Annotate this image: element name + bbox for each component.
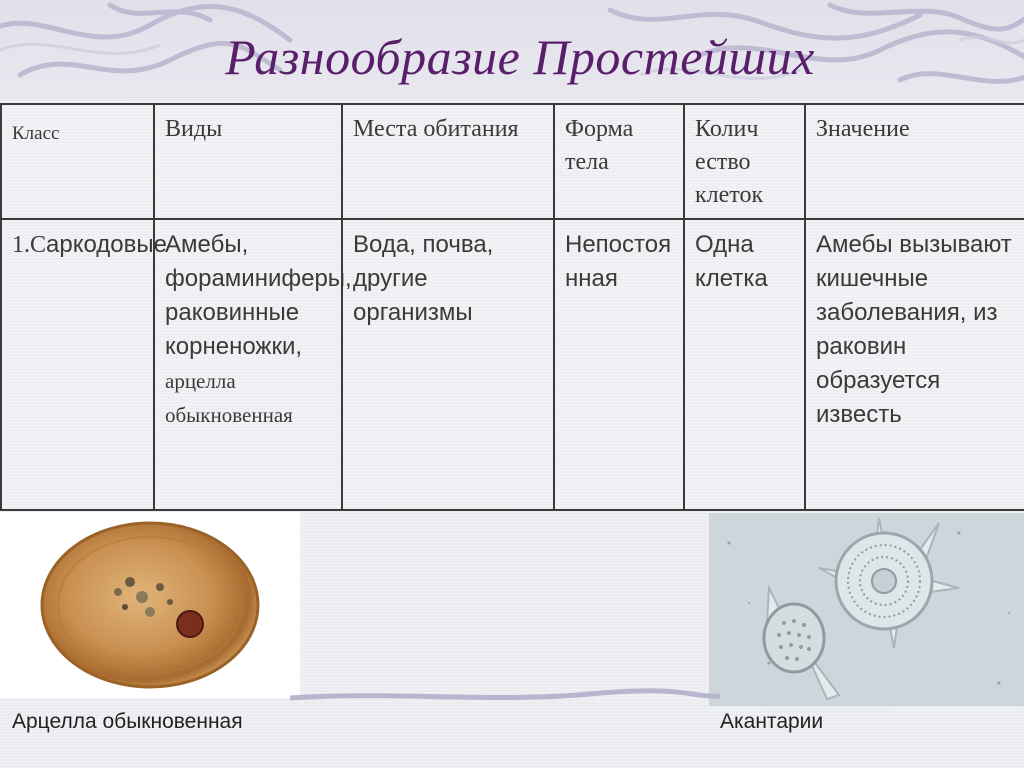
cell-cell-count: Одна клетка <box>684 219 805 510</box>
title-band <box>0 0 1024 100</box>
header-class: Класс <box>1 104 154 219</box>
arcella-caption: Арцелла обыкновенная <box>12 710 243 733</box>
slide-title: Разнообразие Простейших <box>225 29 815 85</box>
protozoa-table <box>0 103 1024 511</box>
class-name: аркодовые <box>46 231 167 258</box>
species-extra: арцелла обыкновенная <box>165 369 293 427</box>
table-header-row <box>1 104 1024 219</box>
species-main: Амебы, фораминиферы, раковинные корненожки <box>165 231 352 360</box>
header-habitat: Места обитания <box>342 104 554 219</box>
header-species: Виды <box>154 104 342 219</box>
species-comma: , <box>295 333 303 360</box>
acantharia-photo <box>709 513 1024 706</box>
bottom-swirl-icon <box>290 688 720 708</box>
acantharia-icon <box>709 513 1024 706</box>
header-body-shape: Форма тела <box>554 104 684 219</box>
cell-body-shape: Непостоянная <box>554 219 684 510</box>
acantharia-caption: Акантарии <box>720 710 824 733</box>
header-cell-count: Колич ество клеток <box>684 104 805 219</box>
table-row <box>1 219 1024 510</box>
header-significance: Значение <box>805 104 1024 219</box>
arcella-icon <box>0 512 300 698</box>
class-number: 1.С <box>12 232 47 258</box>
arcella-photo <box>0 512 300 698</box>
cell-significance: Амебы вызывают кишечные заболевания, из раковин образуется известь <box>805 219 1024 510</box>
cell-class <box>1 219 167 510</box>
cell-species <box>154 219 352 510</box>
cell-habitat: Вода, почва, другие организмы <box>342 219 554 510</box>
